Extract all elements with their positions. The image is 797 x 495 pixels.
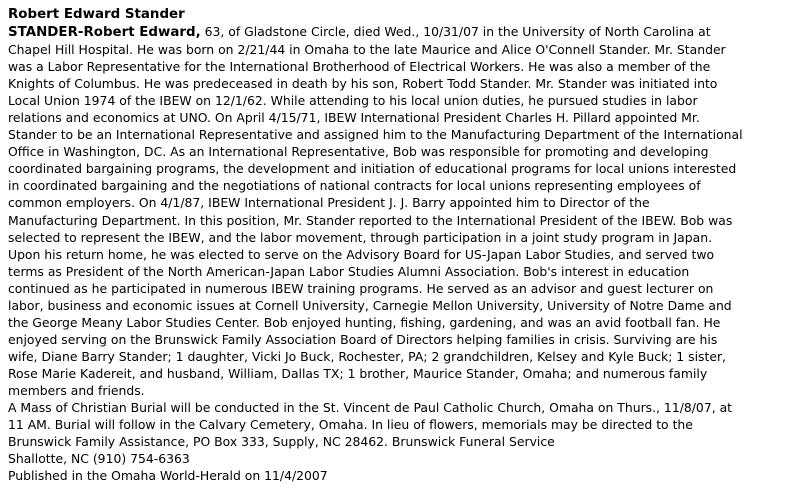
obituary-line: Office in Washington, DC. As an International Representative, Bob was responsible for promoting and developing xyxy=(8,144,709,160)
obituary-line: Stander to be an International Representative and assigned him to the Manufacturing Department of the International xyxy=(8,127,743,143)
obituary-line: labor, business and economic issues at Cornell University, Carnegie Mellon University, University of Notre Dame and xyxy=(8,297,732,313)
obituary-line: selected to represent the IBEW, and the labor movement, through participation in a joint study program in Japan. xyxy=(8,229,713,245)
obituary-line: coordinated bargaining programs, the development and initiation of educational programs for local unions interested xyxy=(8,161,737,177)
obituary-line-text: 63, of Gladstone Circle, died Wed., 10/31/07 in the University of North Carolina at xyxy=(200,24,711,39)
obituary-line: Knights of Columbus. He was predeceased in death by his son, Robert Todd Stander. Mr. Stander was initiated into xyxy=(8,76,718,92)
burial-line: 11 AM. Burial will follow in the Calvary Cemetery, Omaha. In lieu of flowers, memorials may be directed to the xyxy=(8,417,693,433)
obituary-body xyxy=(8,23,785,484)
obituary-line: common employers. On 4/1/87, IBEW International President J. J. Barry appointed him to Director of the xyxy=(8,195,650,211)
obituary-line xyxy=(8,23,785,41)
obituary-line: members and friends. xyxy=(8,382,145,398)
obituary-line: in coordinated bargaining and the negotiations of national contracts for local unions representing employees of xyxy=(8,178,701,194)
obituary-line: Local Union 1974 of the IBEW on 12/1/62. While attending to his local union duties, he pursued studies in labor xyxy=(8,93,698,109)
obituary-line: the George Meany Labor Studies Center. Bob enjoyed hunting, fishing, gardening, and was an avid football fan. He xyxy=(8,314,721,330)
publication-note: Published in the Omaha World-Herald on 11/4/2007 xyxy=(8,468,328,484)
obituary-line: relations and economics at UNO. On April 4/15/71, IBEW International President Charles H. Pillard appointed Mr. xyxy=(8,110,700,126)
obituary-line: enjoyed serving on the Brunswick Family Association Board of Directors helping families in crisis. Surviving are his xyxy=(8,331,718,347)
obituary-line: continued as he participated in numerous IBEW training programs. He served as an advisor and guest lecturer on xyxy=(8,280,714,296)
obituary-line: wife, Diane Barry Stander; 1 daughter, Vicki Jo Buck, Rochester, PA; 2 grandchildren, Kelsey and Kyle Buck; 1 sister, xyxy=(8,348,727,364)
obituary-line: Rose Marie Kadereit, and husband, William, Dallas TX; 1 brother, Maurice Stander, Omaha; and numerous family xyxy=(8,365,708,381)
funeral-service-phone: Shallotte, NC (910) 754-6363 xyxy=(8,451,190,467)
obituary-line: Upon his return home, he was elected to serve on the Advisory Board for US-Japan Labor Studies, and served two xyxy=(8,246,715,262)
obituary-line: Chapel Hill Hospital. He was born on 2/21/44 in Omaha to the late Maurice and Alice O'Connell Stander. Mr. Stander xyxy=(8,42,726,58)
burial-line: Brunswick Family Assistance, PO Box 333, Supply, NC 28462. Brunswick Funeral Service xyxy=(8,434,555,450)
obituary-line: terms as President of the North American-Japan Labor Studies Alumni Association. Bob's interest in education xyxy=(8,263,690,279)
obituary-name-lead: STANDER-Robert Edward, xyxy=(8,25,201,40)
obituary-line: Manufacturing Department. In this position, Mr. Stander reported to the International President of the IBEW. Bob was xyxy=(8,212,733,228)
burial-line: A Mass of Christian Burial will be conducted in the St. Vincent de Paul Catholic Church, Omaha on Thurs., 11/8/07, at xyxy=(8,400,733,416)
obituary-title: Robert Edward Stander xyxy=(8,7,185,22)
obituary-line: was a Labor Representative for the International Brotherhood of Electrical Workers. He was also a member of the xyxy=(8,59,711,75)
